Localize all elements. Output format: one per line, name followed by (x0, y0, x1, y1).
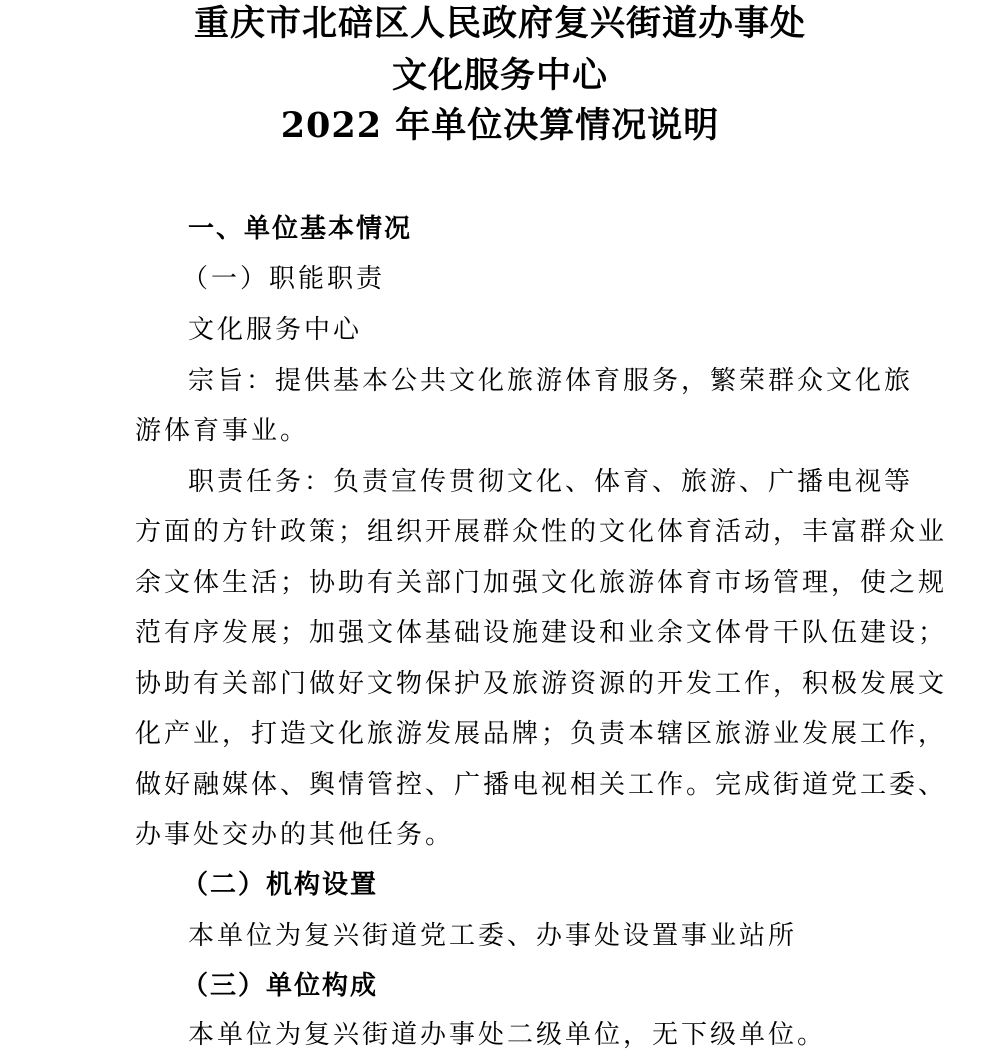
duty-line-1: 职责任务：负责宣传贯彻文化、体育、旅游、广播电视等 (188, 467, 914, 497)
subsection-heading-organization: （二）机构设置 (182, 870, 379, 900)
purpose-line-1: 宗旨：提供基本公共文化旅游体育服务，繁荣群众文化旅 (188, 366, 914, 396)
duty-line-6: 化产业，打造文化旅游发展品牌；负责本辖区旅游业发展工作， (135, 719, 948, 749)
subsection-heading-functions: （一）职能职责 (182, 264, 386, 294)
document-title-line-1: 重庆市北碚区人民政府复兴街道办事处 (193, 3, 806, 44)
composition-text: 本单位为复兴街道办事处二级单位，无下级单位。 (188, 1020, 827, 1050)
organization-text: 本单位为复兴街道党工委、办事处设置事业站所 (188, 921, 798, 951)
document-title-line-2: 文化服务中心 (391, 55, 608, 96)
duty-line-5: 协助有关部门做好文物保护及旅游资源的开发工作，积极发展文 (135, 669, 948, 699)
subsection-heading-composition: （三）单位构成 (182, 971, 379, 1001)
document-title-line-3: 2022 年单位决算情况说明 (280, 105, 720, 146)
duty-line-2: 方面的方针政策；组织开展群众性的文化体育活动，丰富群众业 (135, 517, 948, 547)
duty-line-4: 范有序发展；加强文体基础设施建设和业余文体骨干队伍建设； (135, 618, 948, 648)
section-heading-basic-info: 一、单位基本情况 (188, 214, 413, 244)
purpose-line-2: 游体育事业。 (135, 416, 310, 446)
duty-line-7: 做好融媒体、舆情管控、广播电视相关工作。完成街道党工委、 (135, 770, 948, 800)
unit-name-text: 文化服务中心 (188, 315, 363, 345)
duty-line-3: 余文体生活；协助有关部门加强文化旅游体育市场管理，使之规 (135, 568, 948, 598)
duty-line-8: 办事处交办的其他任务。 (135, 820, 455, 850)
